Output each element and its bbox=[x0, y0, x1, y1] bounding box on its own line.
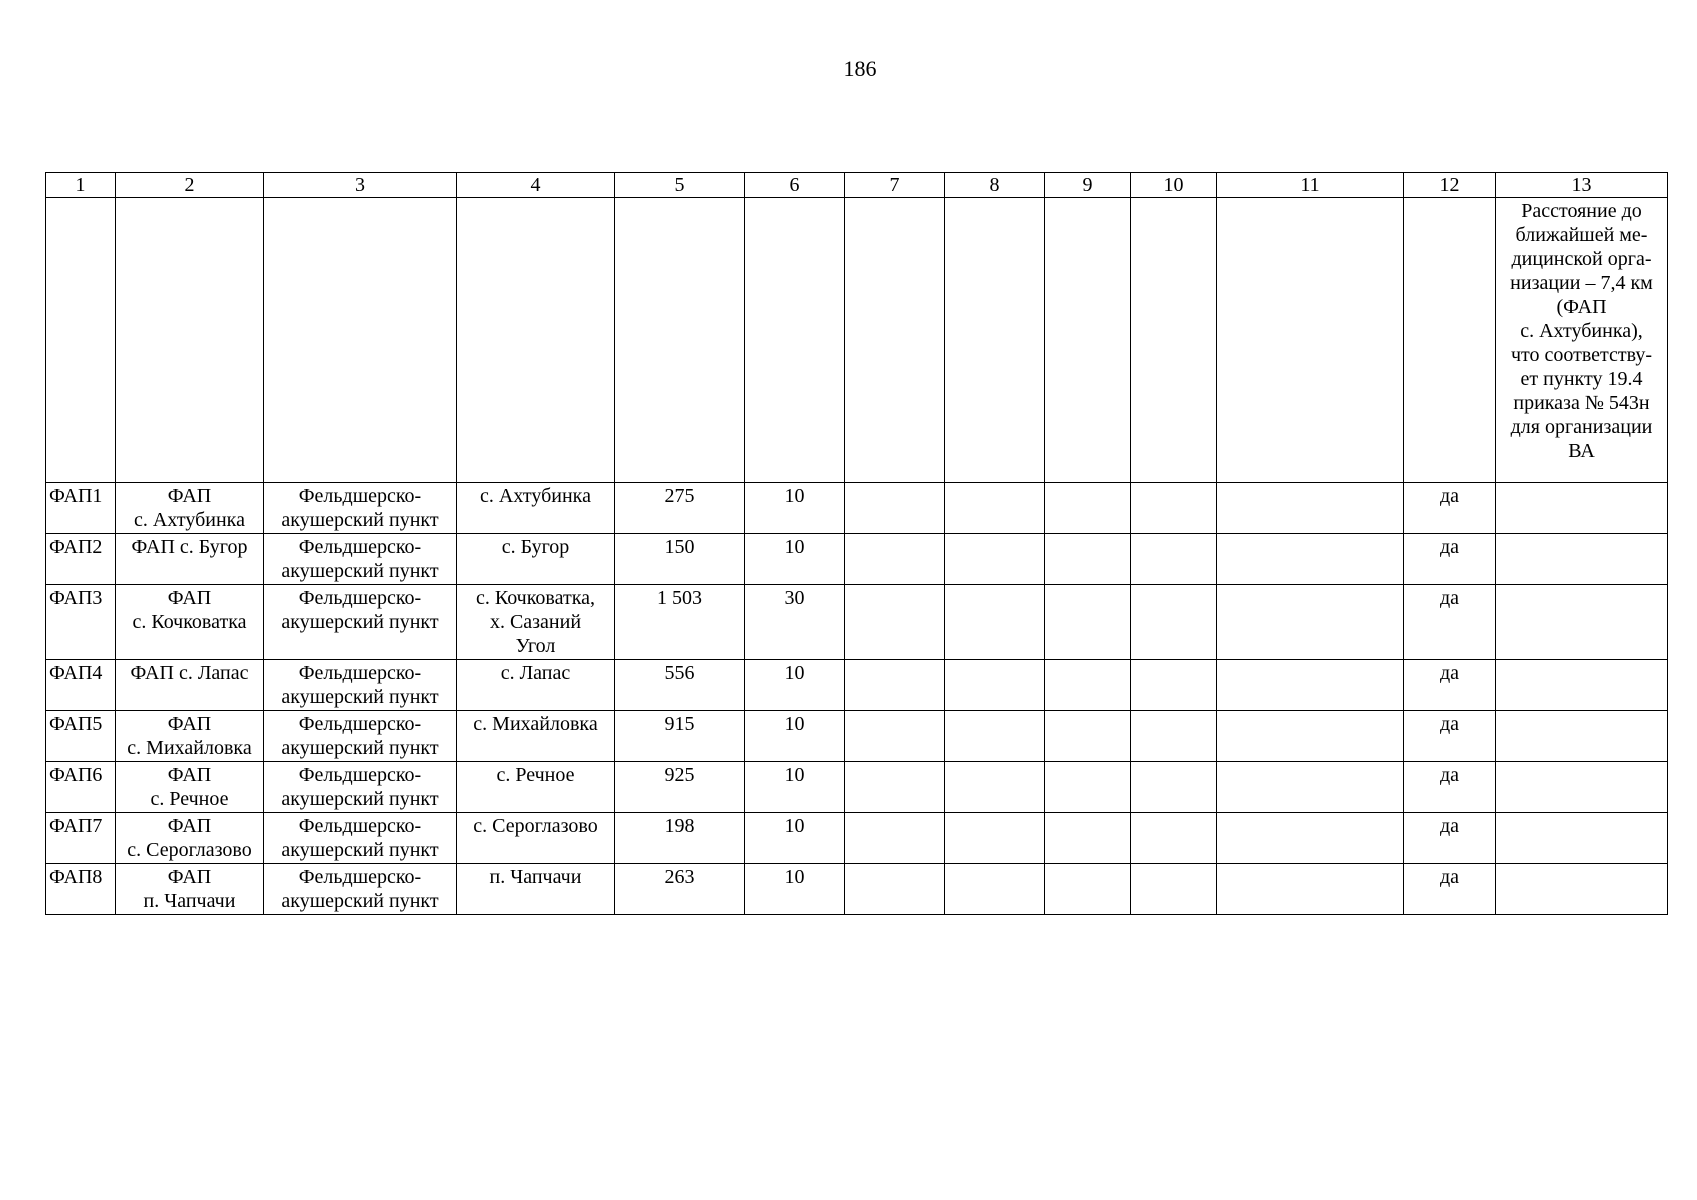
column-header: 10 bbox=[1131, 173, 1217, 198]
empty-cell bbox=[845, 813, 945, 864]
empty-cell bbox=[945, 711, 1045, 762]
empty-cell bbox=[1131, 762, 1217, 813]
empty-cell bbox=[1045, 483, 1131, 534]
facility-code: ФАП8 bbox=[46, 864, 116, 915]
availability-flag: да bbox=[1404, 813, 1496, 864]
empty-cell bbox=[945, 813, 1045, 864]
facility-name: ФАП с. Ахтубинка bbox=[116, 483, 264, 534]
facility-name: ФАП с. Лапас bbox=[116, 660, 264, 711]
population-value: 275 bbox=[615, 483, 745, 534]
column-header: 13 bbox=[1496, 173, 1668, 198]
facility-type: Фельдшерско- акушерский пункт bbox=[264, 534, 457, 585]
population-value: 150 bbox=[615, 534, 745, 585]
facility-name: ФАП с. Кочковатка bbox=[116, 585, 264, 660]
empty-cell bbox=[1496, 534, 1668, 585]
column-header: 2 bbox=[116, 173, 264, 198]
facility-type: Фельдшерско- акушерский пункт bbox=[264, 483, 457, 534]
facilities-table bbox=[45, 172, 1668, 915]
column-header: 11 bbox=[1217, 173, 1404, 198]
column-header: 3 bbox=[264, 173, 457, 198]
settlement-name: с. Бугор bbox=[457, 534, 615, 585]
empty-cell bbox=[1496, 711, 1668, 762]
empty-cell bbox=[1217, 483, 1404, 534]
empty-cell bbox=[1217, 660, 1404, 711]
facility-name: ФАП с. Михайловка bbox=[116, 711, 264, 762]
availability-flag: да bbox=[1404, 483, 1496, 534]
facility-code: ФАП4 bbox=[46, 660, 116, 711]
column-header: 1 bbox=[46, 173, 116, 198]
facility-code: ФАП7 bbox=[46, 813, 116, 864]
empty-cell bbox=[845, 762, 945, 813]
empty-cell bbox=[1131, 813, 1217, 864]
empty-cell bbox=[845, 864, 945, 915]
facility-code: ФАП2 bbox=[46, 534, 116, 585]
population-value: 198 bbox=[615, 813, 745, 864]
distance-value: 10 bbox=[745, 864, 845, 915]
empty-cell bbox=[1045, 711, 1131, 762]
availability-flag: да bbox=[1404, 534, 1496, 585]
empty-cell bbox=[1496, 864, 1668, 915]
page-number: 186 bbox=[843, 56, 877, 81]
empty-cell bbox=[1131, 483, 1217, 534]
column-header: 9 bbox=[1045, 173, 1131, 198]
distance-value: 10 bbox=[745, 711, 845, 762]
table-row bbox=[46, 534, 1668, 585]
table-row bbox=[46, 864, 1668, 915]
empty-cell bbox=[1217, 762, 1404, 813]
empty-cell bbox=[945, 864, 1045, 915]
empty-cell bbox=[1496, 660, 1668, 711]
facility-name: ФАП с. Бугор bbox=[116, 534, 264, 585]
empty-cell bbox=[845, 660, 945, 711]
empty-cell bbox=[945, 762, 1045, 813]
empty-cell bbox=[1496, 762, 1668, 813]
empty-cell bbox=[845, 585, 945, 660]
settlement-name: с. Лапас bbox=[457, 660, 615, 711]
empty-cell bbox=[1045, 585, 1131, 660]
empty-cell bbox=[1496, 483, 1668, 534]
table-row bbox=[46, 660, 1668, 711]
table-row bbox=[46, 813, 1668, 864]
column-header: 7 bbox=[845, 173, 945, 198]
empty-cell bbox=[1045, 864, 1131, 915]
empty-cell bbox=[1217, 864, 1404, 915]
distance-value: 10 bbox=[745, 660, 845, 711]
empty-cell bbox=[845, 483, 945, 534]
table-row bbox=[46, 762, 1668, 813]
table-row bbox=[46, 711, 1668, 762]
facility-code: ФАП5 bbox=[46, 711, 116, 762]
settlement-name: с. Михайловка bbox=[457, 711, 615, 762]
facility-name: ФАП с. Сероглазово bbox=[116, 813, 264, 864]
empty-cell bbox=[1045, 813, 1131, 864]
empty-cell bbox=[945, 660, 1045, 711]
population-value: 263 bbox=[615, 864, 745, 915]
empty-cell bbox=[1217, 534, 1404, 585]
column-header: 12 bbox=[1404, 173, 1496, 198]
empty-cell bbox=[945, 483, 1045, 534]
settlement-name: п. Чапчачи bbox=[457, 864, 615, 915]
availability-flag: да bbox=[1404, 762, 1496, 813]
empty-cell bbox=[845, 534, 945, 585]
facility-code: ФАП3 bbox=[46, 585, 116, 660]
empty-cell bbox=[1217, 711, 1404, 762]
column-header: 5 bbox=[615, 173, 745, 198]
availability-flag: да bbox=[1404, 660, 1496, 711]
empty-cell bbox=[945, 585, 1045, 660]
continuation-note: Расстояние до ближайшей ме- дицинской орга- низации – 7,4 км (ФАП с. Ахтубинка), что соответству- ет пункту 19.4 приказа № 543н для организации ВА bbox=[1496, 198, 1668, 483]
distance-value: 10 bbox=[745, 534, 845, 585]
empty-cell bbox=[1045, 534, 1131, 585]
empty-cell bbox=[945, 534, 1045, 585]
column-header: 4 bbox=[457, 173, 615, 198]
settlement-name: с. Сероглазово bbox=[457, 813, 615, 864]
table-row bbox=[46, 585, 1668, 660]
facility-type: Фельдшерско- акушерский пункт bbox=[264, 585, 457, 660]
empty-cell bbox=[1045, 660, 1131, 711]
population-value: 1 503 bbox=[615, 585, 745, 660]
empty-cell bbox=[1131, 660, 1217, 711]
facility-code: ФАП1 bbox=[46, 483, 116, 534]
empty-cell bbox=[1131, 711, 1217, 762]
column-header: 8 bbox=[945, 173, 1045, 198]
empty-cell bbox=[1217, 813, 1404, 864]
facility-type: Фельдшерско- акушерский пункт bbox=[264, 762, 457, 813]
distance-value: 10 bbox=[745, 813, 845, 864]
population-value: 915 bbox=[615, 711, 745, 762]
empty-cell bbox=[1045, 762, 1131, 813]
facility-type: Фельдшерско- акушерский пункт bbox=[264, 660, 457, 711]
empty-cell bbox=[1131, 534, 1217, 585]
population-value: 556 bbox=[615, 660, 745, 711]
empty-cell bbox=[1496, 585, 1668, 660]
empty-cell bbox=[1131, 864, 1217, 915]
empty-cell bbox=[1217, 585, 1404, 660]
facility-code: ФАП6 bbox=[46, 762, 116, 813]
empty-cell bbox=[1131, 585, 1217, 660]
column-number-row bbox=[46, 173, 1668, 198]
facility-type: Фельдшерско- акушерский пункт bbox=[264, 864, 457, 915]
facility-type: Фельдшерско- акушерский пункт bbox=[264, 813, 457, 864]
empty-cell bbox=[845, 711, 945, 762]
settlement-name: с. Речное bbox=[457, 762, 615, 813]
settlement-name: с. Ахтубинка bbox=[457, 483, 615, 534]
availability-flag: да bbox=[1404, 585, 1496, 660]
column-header: 6 bbox=[745, 173, 845, 198]
distance-value: 10 bbox=[745, 762, 845, 813]
facility-name: ФАП с. Речное bbox=[116, 762, 264, 813]
empty-cell bbox=[1496, 813, 1668, 864]
availability-flag: да bbox=[1404, 864, 1496, 915]
population-value: 925 bbox=[615, 762, 745, 813]
continuation-row bbox=[46, 198, 1668, 483]
distance-value: 10 bbox=[745, 483, 845, 534]
facility-name: ФАП п. Чапчачи bbox=[116, 864, 264, 915]
settlement-name: с. Кочковатка, х. Сазаний Угол bbox=[457, 585, 615, 660]
table-row bbox=[46, 483, 1668, 534]
availability-flag: да bbox=[1404, 711, 1496, 762]
distance-value: 30 bbox=[745, 585, 845, 660]
facility-type: Фельдшерско- акушерский пункт bbox=[264, 711, 457, 762]
